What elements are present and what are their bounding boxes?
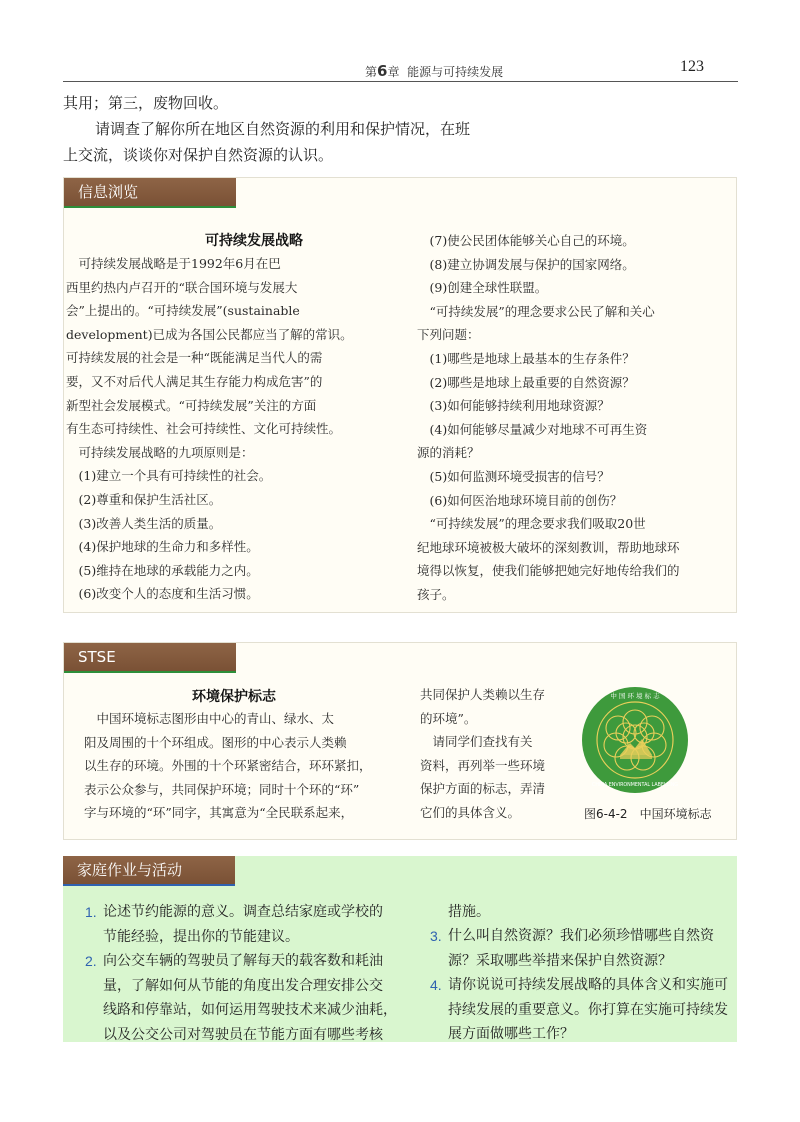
intro-line-3: 上交流，谈谈你对保护自然资源的认识。 [63, 146, 334, 164]
text-line: (1)哪些是地球上最基本的生存条件？ [417, 350, 635, 366]
text-line: 有生态可持续性、社会可持续性、文化可持续性。 [66, 421, 342, 437]
chapter-title: 能源与可持续发展 [407, 65, 504, 79]
text-line: (8)建立协调发展与保护的国家网络。 [417, 256, 635, 272]
text-line: 什么叫自然资源？我们必须珍惜哪些自然资 [448, 928, 714, 944]
info-panel-tab: 信息浏览 [64, 178, 236, 206]
section-title: 可持续发展战略 [205, 233, 303, 249]
figure-caption: 图6-4-2 中国环境标志 [584, 807, 712, 821]
text-line: (2)哪些是地球上最重要的自然资源？ [417, 374, 635, 390]
text-line: 请你说说可持续发展战略的具体含义和实施可 [448, 977, 728, 993]
homework-panel [63, 856, 737, 1042]
section-title: 环境保护标志 [192, 689, 276, 705]
text-line: (6)改变个人的态度和生活习惯。 [66, 586, 259, 602]
text-line: (9)创建全球性联盟。 [417, 280, 548, 296]
text-line: (4)如何能够尽量减少对地球不可再生资 [417, 421, 648, 437]
text-line: (4)保护地球的生命力和多样性。 [66, 539, 259, 555]
text-line: 会”上提出的。“可持续发展”(sustainable [66, 303, 300, 319]
info-right-column [417, 229, 717, 607]
text-line: 西里约热内卢召开的“联合国环境与发展大 [66, 279, 298, 295]
text-line: 源？采取哪些举措来保护自然资源？ [448, 952, 672, 969]
text-line: 可持续发展战略是于1992年6月在巴 [66, 256, 281, 271]
text-line: 表示公众参与，共同保护环境；同时十个环的“环” [84, 781, 360, 797]
homework-item-4 [430, 973, 728, 1047]
tab-underline [64, 206, 236, 208]
text-line: 请同学们查找有关 [420, 734, 533, 749]
text-line: 论述节约能源的意义。调查总结家庭或学校的 [103, 904, 383, 920]
item-number: 4. [430, 977, 442, 993]
info-left-column [66, 252, 394, 606]
intro-line-1: 其用；第三，废物回收。 [63, 94, 229, 112]
text-line: 向公交车辆的驾驶员了解每天的载客数和耗油 [103, 953, 383, 969]
chapter-prefix: 第 [365, 65, 378, 79]
intro-line-2: 请调查了解你所在地区自然资源的利用和保护情况，在班 [95, 120, 471, 138]
text-line: 以及公交公司对驾驶员在节能方面有哪些考核 [103, 1026, 383, 1043]
text-line: 中国环境标志图形由中心的青山、绿水、太 [84, 711, 335, 726]
item-number: 1. [85, 904, 97, 920]
text-line: 资料，再列举一些环境 [420, 757, 546, 773]
text-line: (1)建立一个具有可持续性的社会。 [66, 468, 272, 484]
homework-item-3 [430, 924, 714, 973]
text-line: “可持续发展”的理念要求我们吸取20世 [417, 516, 646, 532]
logo-text-top: 中 国 环 境 标 志 [610, 692, 660, 700]
text-line: 纪地球环境被极大破坏的深刻教训，帮助地球环 [417, 539, 680, 555]
text-line: (5)如何监测环境受损害的信号？ [417, 468, 610, 484]
item-number: 3. [430, 928, 442, 944]
text-line: 它们的具体含义。 [420, 804, 521, 820]
text-line: 措施。 [448, 904, 490, 920]
homework-item-2 [85, 949, 397, 1047]
stse-panel-tab: STSE [64, 643, 236, 671]
text-line: 的环境”。 [420, 710, 477, 726]
stse-panel [63, 642, 737, 840]
text-line: development)已成为各国公民都应当了解的常识。 [66, 326, 353, 342]
text-line: 节能经验，提出你的节能建议。 [103, 928, 299, 945]
tab-underline [63, 884, 235, 886]
homework-item-1 [85, 900, 383, 949]
text-line: 展方面做哪些工作？ [448, 1026, 574, 1043]
text-line: 持续发展的重要意义。你打算在实施可持续发 [448, 1001, 728, 1018]
homework-panel-tab: 家庭作业与活动 [63, 856, 235, 884]
text-line: (5)维持在地球的承载能力之内。 [66, 562, 259, 578]
text-line: (3)改善人类生活的质量。 [66, 515, 222, 531]
text-line: 可持续发展战略的九项原则是： [66, 444, 254, 460]
text-line: 境得以恢复，使我们能够把她完好地传给我们的 [417, 563, 680, 579]
info-panel [63, 177, 737, 613]
stse-left-column [84, 707, 404, 825]
chapter-suffix: 章 [387, 65, 400, 79]
text-line: “可持续发展”的理念要求公民了解和关心 [417, 303, 655, 319]
text-line: 共同保护人类赖以生存 [420, 687, 546, 702]
text-line: 字与环境的“环”同字，其寓意为“全民联系起来， [84, 805, 354, 820]
text-line: 源的消耗？ [417, 445, 480, 461]
text-line: (2)尊重和保护生活社区。 [66, 491, 222, 507]
text-line: 孩子。 [417, 586, 455, 602]
logo-text-bottom: CHINA ENVIRONMENTAL LABELLING [591, 783, 679, 788]
text-line: 下列问题： [417, 327, 480, 343]
header-rule [63, 81, 738, 82]
text-line: (3)如何能够持续利用地球资源？ [417, 398, 610, 414]
text-line: 新型社会发展模式。“可持续发展”关注的方面 [66, 397, 317, 413]
homework-item-2-continued [430, 900, 490, 925]
stse-mid-column [420, 683, 580, 824]
tab-underline [64, 671, 236, 673]
text-line: 可持续发展的社会是一种“既能满足当代人的需 [66, 350, 323, 366]
china-environmental-label-logo [580, 685, 690, 795]
text-line: 保护方面的标志，弄清 [420, 781, 546, 796]
item-number: 2. [85, 953, 97, 969]
text-line: 量，了解如何从节能的角度出发合理安排公交 [103, 977, 383, 994]
text-line: 阳及周围的十个环组成。图形的中心表示人类赖 [84, 734, 347, 750]
text-line: (7)使公民团体能够关心自己的环境。 [417, 233, 635, 248]
chapter-number: 6 [377, 62, 388, 80]
text-line: 以生存的环境。外围的十个环紧密结合，环环紧扣， [84, 758, 372, 773]
chapter-header [365, 62, 503, 80]
text-line: (6)如何医治地球环境目前的创伤？ [417, 492, 623, 508]
text-line: 线路和停靠站，如何运用驾驶技术来减少油耗， [103, 1002, 397, 1019]
page-number: 123 [680, 58, 704, 75]
text-line: 要，又不对后代人满足其生存能力构成危害”的 [66, 373, 323, 389]
